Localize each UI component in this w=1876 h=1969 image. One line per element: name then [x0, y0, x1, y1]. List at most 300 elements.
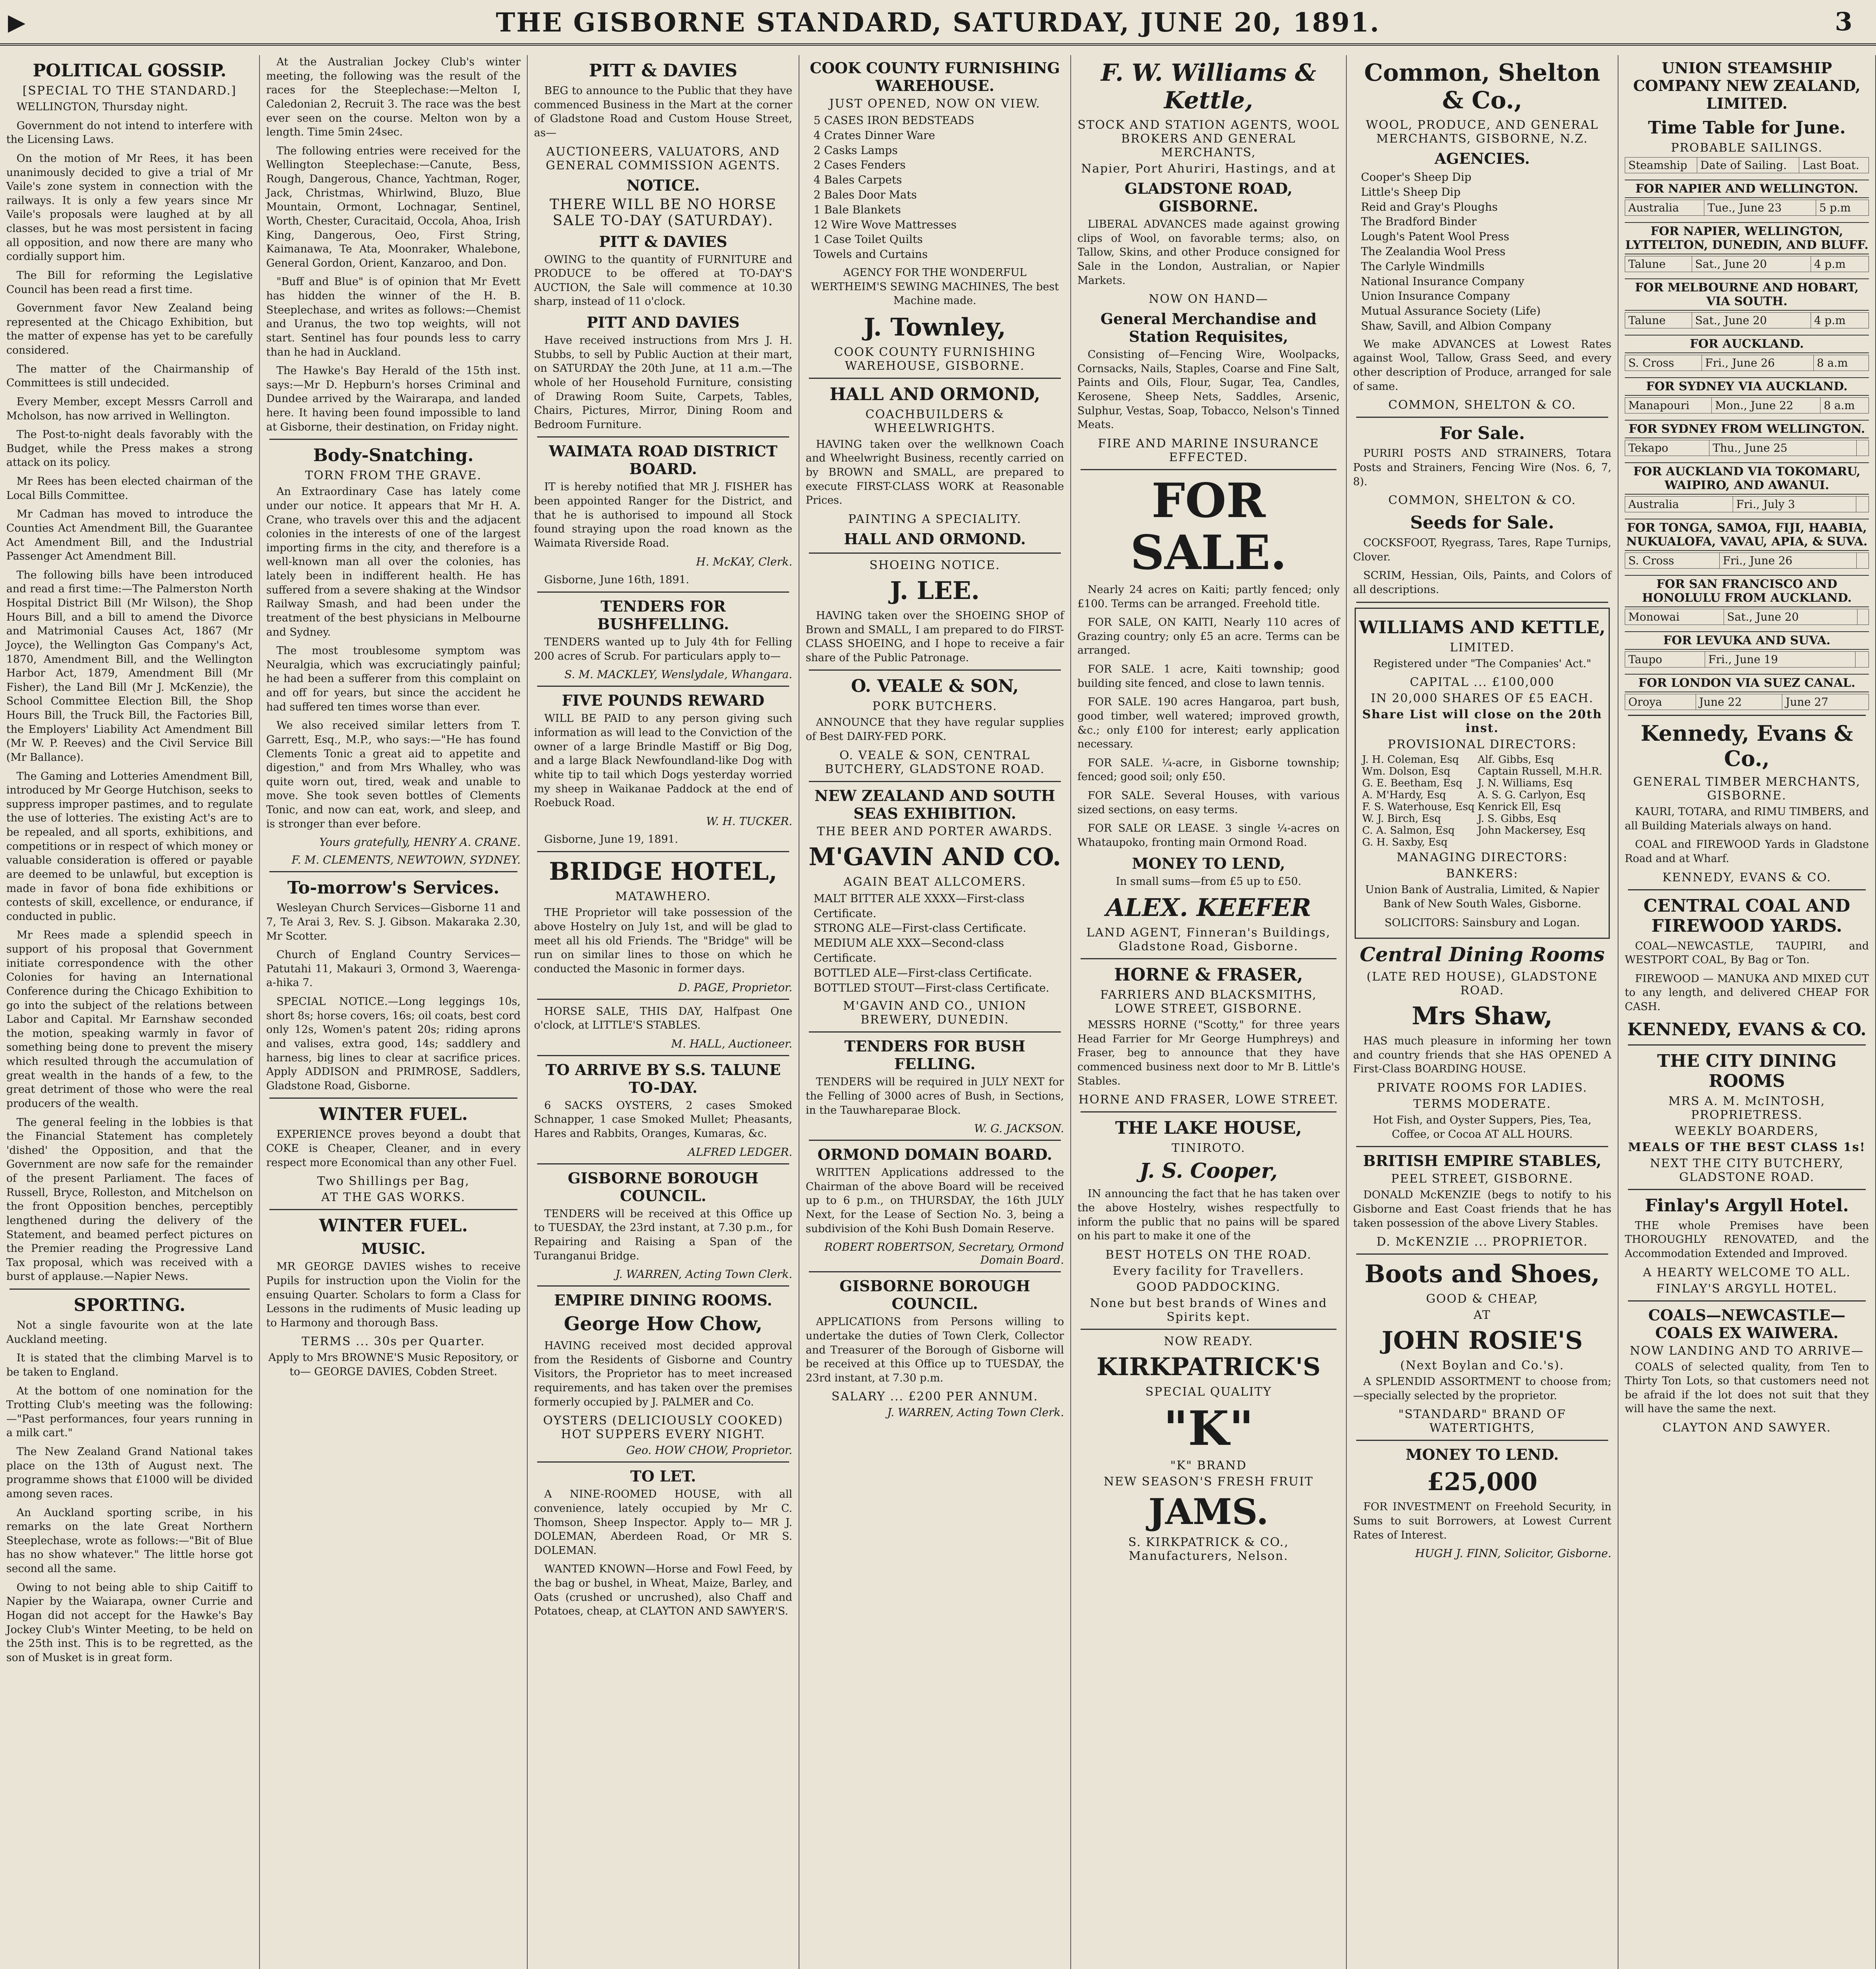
divider: [1628, 889, 1866, 890]
common-sub: WOOL, PRODUCE, AND GENERAL MERCHANTS, GISBORNE, N.Z.: [1366, 118, 1599, 146]
music-terms: TERMS ... 30s per Quarter.: [302, 1335, 485, 1349]
waimata-sig: H. McKAY, Clerk.: [696, 555, 792, 568]
column-6: [1347, 55, 1618, 1969]
now-ready: NOW READY.: [1164, 1334, 1253, 1348]
standard-brand: "STANDARD" BRAND OF WATERTIGHTS,: [1398, 1407, 1566, 1435]
city-butchery: NEXT THE CITY BUTCHERY, GLADSTONE ROAD.: [1650, 1156, 1844, 1184]
gossip-paras: [6, 119, 253, 1284]
paragraph: FOR SALE. 190 acres Hangaroa, part bush, good timber, well watered; improved growth, &c.; only £100 for interest; early application necessary.: [1077, 696, 1340, 751]
route-date: Sat., June 20: [1692, 256, 1811, 272]
paragraph: Mr Rees made a splendid speech in support of his proposal that Government initiate correspondence with the other Colonies for having an International Conference during the Chicago Exhibition to go into the subject of the relations between Labor and Capital. Mr Earnshaw seconded the motion, speaking warmly in favor of something being done to prevent the misery which resulted through the accumulation of great wealth in the hands of a few, to the great detriment of those who were the real producers of the wealth.: [6, 929, 253, 1110]
pitt-heading: PITT & DAVIES: [589, 61, 738, 81]
divider: [1356, 602, 1608, 603]
salary: SALARY ... £200 PER ANNUM.: [831, 1390, 1038, 1404]
paragraph: The general feeling in the lobbies is that the Financial Statement has completely 'dished' the Opposition, and that the Government are now safe for the remainder of the present Parliament. The faces of Russell, Bryce, Rolleston, and Mitchelson on the front Opposition benches, perceptibly lengthened during the delivery of the Statement, and beamed perfect pictures on the Premier reading the Progressive Land Tax proposal, which was received with a burst of applause.—Napier News.: [6, 1116, 253, 1283]
veale-heading: O. VEALE & SON,: [851, 676, 1019, 697]
col-lastboat: Last Boat.: [1799, 158, 1869, 173]
kirk-footer: S. KIRKPATRICK & CO., Manufacturers, Nelson.: [1128, 1535, 1289, 1563]
shaw-terms: TERMS MODERATE.: [1413, 1097, 1552, 1111]
mgavin-footer: M'GAVIN AND CO., UNION BREWERY, DUNEDIN.: [843, 999, 1027, 1027]
boots-heading: Boots and Shoes,: [1364, 1259, 1600, 1289]
paragraph: The Bill for reforming the Legislative Council has been read a first time.: [6, 269, 253, 296]
paragraph: Mr Rees has been elected chairman of the Local Bills Committee.: [6, 475, 253, 502]
empire-sig: Geo. HOW CHOW, Proprietor.: [626, 1444, 792, 1457]
lend-sig: HUGH J. FINN, Solicitor, Gisborne.: [1415, 1547, 1611, 1560]
council2-heading: GISBORNE BOROUGH COUNCIL.: [839, 1277, 1031, 1313]
route-boat: 8 a.m: [1820, 398, 1869, 413]
list-item: J. N. Williams, Esq: [1477, 777, 1573, 790]
probable-sailings: PROBABLE SAILINGS.: [1671, 141, 1823, 155]
route-boat: [1856, 652, 1869, 667]
list-item: STRONG ALE—First-class Certificate.: [814, 921, 1027, 935]
divider: [1628, 1300, 1866, 1302]
mgavin-list: [814, 891, 1056, 996]
agencies-heading: AGENCIES.: [1435, 150, 1530, 167]
common-sig: COMMON, SHELTON & CO.: [1388, 398, 1576, 412]
weekly-boarders: WEEKLY BOARDERS,: [1675, 1124, 1819, 1138]
paragraph: On the motion of Mr Rees, it has been unanimously decided to give a trial of Mr Vaile's zone system in connection with the railways. It is only a few years since Mr Vaile's proposals were laughed at by all classes, but he was most persistent in facing all opposition, and now there are many who cordially support him.: [6, 152, 253, 263]
central-dining: Central Dining Rooms: [1360, 943, 1605, 966]
kirk-brand: "K" BRAND: [1170, 1458, 1247, 1472]
seeds-text: COCKSFOOT, Ryegrass, Tares, Rape Turnips, Clover.: [1353, 537, 1611, 563]
services-paras: [266, 901, 521, 1093]
kennedy-logo: Kennedy, Evans & Co.,: [1641, 721, 1853, 771]
route-heading: FOR SYDNEY VIA AUCKLAND.: [1625, 377, 1869, 396]
divider: [537, 999, 789, 1000]
council2-sig: J. WARREN, Acting Town Clerk.: [887, 1406, 1064, 1419]
fuel-text: EXPERIENCE proves beyond a doubt that COKE is Cheaper, Cleaner, and in every respect more Economical than any other Fuel.: [266, 1128, 521, 1169]
furnishing-heading: COOK COUNTY FURNISHING WAREHOUSE.: [810, 59, 1060, 95]
divider: [9, 1289, 250, 1290]
divider: [1628, 715, 1866, 716]
kirk-season: NEW SEASON'S FRESH FRUIT: [1103, 1474, 1314, 1489]
wanted-text: WANTED KNOWN—Horse and Fowl Feed, by the bag or bushel, in Wheat, Maize, Barley, and Oats (crushed or uncrushed), also Chaff and Potatoes, cheap, at CLAYTON AND SAWYER'S.: [534, 1563, 792, 1618]
column-4: [799, 55, 1071, 1969]
route-ship: S. Cross: [1625, 355, 1702, 371]
divider: [1081, 1111, 1337, 1112]
list-item: A. S. G. Carlyon, Esq: [1477, 789, 1586, 801]
route-date: Sat., June 20: [1724, 609, 1857, 625]
paragraph: The Gaming and Lotteries Amendment Bill, introduced by Mr George Hutchison, seeks to suppress improper pastimes, and to regulate the use of lotteries. The existing Act's are to be repealed, and all sports, exhibitions, and competitions or in respect of which money or valuable consideration is offered or payable are deemed to be unlawful, but exception is made in favor of bona fide exhibitions or contests of skill, excellence, or endurance, if conducted in public.: [6, 770, 253, 923]
list-item: BOTTLED ALE—First-class Certificate.: [814, 966, 1032, 979]
veale-sub: PORK BUTCHERS.: [872, 699, 997, 714]
route-row: [1625, 694, 1869, 710]
paragraph: We also received similar letters from T. Garrett, Esq., M.P., who says:—"He has found Clements Tonic a great aid to appetite and digestion," and from Mrs Whalley, who was quite worn out, tired, weak and unable to move. She took seven bottles of Clements Tonic, and now can eat, work, and sleep, and is stronger than ever before.: [266, 719, 521, 830]
route-boat: 8 a.m: [1813, 355, 1869, 371]
paragraph: Not a single favourite won at the late Auckland meeting.: [6, 1319, 253, 1346]
now-on-hand: NOW ON HAND—: [1149, 292, 1268, 306]
shaw-private: PRIVATE ROOMS FOR LADIES.: [1377, 1081, 1588, 1095]
route-row: [1625, 256, 1869, 272]
common-shelton-logo: Common, Shelton & Co.,: [1364, 59, 1600, 114]
paragraph: It is stated that the climbing Marvel is to be taken to England.: [6, 1352, 253, 1378]
kennedy2: KENNEDY, EVANS & CO.: [1627, 1019, 1867, 1040]
tolet-heading: TO LET.: [630, 1467, 696, 1485]
route-date: Mon., June 22: [1712, 398, 1820, 413]
route-boat: 4 p.m: [1811, 256, 1869, 272]
route-ship: Australia: [1625, 200, 1704, 216]
list-item: 12 Wire Wove Mattresses: [814, 218, 957, 231]
divider: [537, 686, 789, 687]
route-row: [1625, 355, 1869, 371]
williams-kettle-limited-box: [1355, 608, 1610, 939]
sporting-paras: [6, 1318, 253, 1665]
horne-footer: HORNE AND FRASER, LOWE STREET.: [1078, 1093, 1339, 1107]
williams-kettle-logo: F. W. Williams & Kettle,: [1101, 59, 1316, 114]
fuel-price: Two Shillings per Bag,: [317, 1174, 470, 1188]
mgavin: M'GAVIN AND CO.: [808, 842, 1061, 871]
route-ship: Australia: [1625, 497, 1733, 512]
clayton: CLAYTON AND SAWYER.: [1662, 1421, 1832, 1435]
council-heading: GISBORNE BOROUGH COUNCIL.: [567, 1169, 759, 1205]
column-2: [260, 55, 528, 1969]
wk-shares: IN 20,000 SHARES OF £5 EACH.: [1371, 692, 1594, 706]
wk-heading: WILLIAMS AND KETTLE,: [1359, 617, 1605, 638]
paragraph: Government favor New Zealand being represented at the Chicago Exhibition, but the matter of expense has yet to be carefully considered.: [6, 302, 253, 356]
route-date: June 22: [1696, 694, 1782, 710]
talune-text: 6 SACKS OYSTERS, 2 cases Smoked Schnapper, 1 case Smoked Mullet; Pheasants, Hares and Rabbits, Oranges, Kumaras, &c.: [534, 1099, 792, 1140]
list-item: Shaw, Savill, and Albion Company: [1361, 319, 1552, 332]
list-item: Alf. Gibbs, Esq: [1477, 754, 1554, 766]
sailing-routes: [1625, 180, 1869, 710]
williams-towns: Napier, Port Ahuriri, Hastings, and at: [1081, 162, 1336, 176]
notice-heading: NOTICE.: [626, 176, 700, 194]
route-boat: [1857, 609, 1869, 625]
paragraph: "Buff and Blue" is of opinion that Mr Evett has hidden the winner of the H. B. Steeplechase, and writes as follows:—Chemist and Uranus, the two top weights, will not start. Sentinel has four pounds less to carry than he had in Auckland.: [266, 276, 521, 358]
route-ship: Talune: [1625, 256, 1692, 272]
wk-bankers: BANKERS:: [1446, 867, 1518, 881]
paragraph: At the bottom of one nomination for the Trotting Club's meeting was the following:—"Past performances, four years running in a milk cart.": [6, 1385, 253, 1439]
coal: COAL and FIREWOOD Yards in Gladstone Road and at Wharf.: [1625, 838, 1869, 865]
racing-paras: [266, 55, 521, 434]
furnishing-items: [814, 113, 1056, 262]
divider: [809, 669, 1061, 671]
paragraph: FOR SALE. Several Houses, with various sized sections, on easy terms.: [1077, 790, 1340, 816]
divider: [537, 851, 789, 852]
route-row: [1625, 553, 1869, 569]
sailings-header: [1625, 157, 1869, 173]
pitt-text: BEG to announce to the Public that they have commenced Business in the Mart at the corner of Gladstone Road and Custom House Street, as—: [534, 85, 792, 139]
ormond-text: WRITTEN Applications addressed to the Chairman of the above Board will be received up to 6 p.m., on THURSDAY, the 16th JULY Next, for the Lease of Section No. 3, being a subdivision of the Kohi Bush Domain Reserve.: [806, 1166, 1064, 1235]
paragraph: Church of England Country Services—Patutahi 11, Makauri 3, Ormond 3, Waerenga-a-hika 7.: [266, 949, 521, 989]
divider: [537, 1461, 789, 1463]
meals: MEALS OF THE BEST CLASS 1s!: [1628, 1140, 1866, 1154]
paragraph: Nearly 24 acres on Kaiti; partly fenced; only £100. Terms can be arranged. Freehold title.: [1077, 583, 1340, 610]
wk-capital: CAPITAL ... £100,000: [1410, 675, 1555, 690]
seeds-heading: Seeds for Sale.: [1410, 513, 1554, 533]
hall-footer: HALL AND ORMOND.: [844, 530, 1026, 548]
furnishing-sub: JUST OPENED, NOW ON VIEW.: [829, 97, 1041, 111]
tenders-text: TENDERS wanted up to July 4th for Felling 200 acres of Scrub. For particulars apply to—: [534, 636, 792, 662]
paragraph: FOR SALE. ¼-acre, in Gisborne township; fenced; good soil; only £50.: [1077, 756, 1340, 783]
bridge-sub: MATAWHERO.: [615, 890, 711, 904]
list-item: The Carlyle Windmills: [1361, 260, 1485, 273]
route-date: Fri., June 19: [1705, 652, 1856, 667]
hall-heading: HALL AND ORMOND,: [829, 384, 1040, 404]
music-apply: Apply to Mrs BROWNE'S Music Repository, or to— GEORGE DAVIES, Cobden Street.: [268, 1352, 519, 1378]
mcintosh: MRS A. M. McINTOSH, PROPRIETRESS.: [1668, 1094, 1826, 1122]
list-item: C. A. Salmon, Esq: [1362, 825, 1455, 837]
list-item: J. H. Coleman, Esq: [1362, 754, 1459, 766]
rosie: JOHN ROSIE'S: [1381, 1326, 1583, 1355]
rosie-sub: (Next Boylan and Co.'s).: [1400, 1359, 1565, 1373]
stock-text: Consisting of—Fencing Wire, Woolpacks, Cornsacks, Nails, Staples, Coarse and Fine Salt, Paints and Oils, Flour, Sugar, Tea, Candles, Kerosene, Sheep Nets, Saddles, Arsenic, Sulphur, Vestas, Soap, Tobacco, Nelson's Tinned Meats.: [1077, 349, 1340, 431]
route-heading: FOR NAPIER, WELLINGTON, LYTTELTON, DUNEDIN, AND BLUFF.: [1625, 222, 1869, 254]
for-sale-heading-2: For Sale.: [1439, 423, 1525, 444]
divider: [269, 1209, 517, 1210]
list-item: A. M'Hardy, Esq: [1362, 789, 1446, 801]
paragraph: An Auckland sporting scribe, in his remarks on the late Great Northern Steeplechase, wrote as follows:—"Bit of Blue has no show whatever." The little horse got second all the same.: [6, 1506, 253, 1575]
body-snatching-sub: TORN FROM THE GRAVE.: [305, 469, 482, 483]
list-item: 1 Bale Blankets: [814, 203, 901, 216]
list-item: G. H. Saxby, Esq: [1362, 836, 1448, 849]
scrim: SCRIM, Hessian, Oils, Paints, and Colors of all descriptions.: [1353, 569, 1611, 596]
kirk-jams: JAMS.: [1148, 1491, 1269, 1533]
directors-right: [1477, 754, 1602, 848]
fuel-where: AT THE GAS WORKS.: [321, 1190, 466, 1205]
finlay-sig: FINLAY'S ARGYLL HOTEL.: [1656, 1281, 1838, 1296]
body-snatching-heading: Body-Snatching.: [313, 445, 474, 466]
column-7: [1618, 55, 1876, 1969]
british-sig: D. McKENZIE ... PROPRIETOR.: [1376, 1235, 1588, 1249]
paragraph: An Extraordinary Case has lately come under our notice. It appears that Mr H. A. Crane, who travels over this and the adjacent colonies in the interests of one of the largest importing firms in the city, and therefore is a well-known man all over the colonies, has lately been in indifferent health. He has suffered from a severe shaking at the Windsor Railway Smash, and had been under the treatment of the best physicians in Melbourne and Sydney.: [266, 486, 521, 638]
shaw-meals: Hot Fish, and Oyster Suppers, Pies, Tea, Coffee, or Cocoa AT ALL HOURS.: [1373, 1114, 1592, 1140]
paragraph: FOR SALE OR LEASE. 3 single ¼-acres on Whataupoko, fronting main Ormond Road.: [1077, 822, 1340, 849]
empire-oysters: OYSTERS (DELICIOUSLY COOKED) HOT SUPPERS EVERY NIGHT.: [543, 1414, 783, 1442]
route-boat: [1857, 553, 1869, 569]
winter-fuel-heading: WINTER FUEL.: [319, 1104, 468, 1125]
wk-list-notice: Share List will close on the 20th inst.: [1362, 708, 1602, 736]
directors-left: [1362, 754, 1475, 848]
money-text: In small sums—from £5 up to £50.: [1116, 875, 1301, 888]
divider: [1628, 1044, 1866, 1046]
pitt-roles: AUCTIONEERS, VALUATORS, AND GENERAL COMMISSION AGENTS.: [545, 145, 781, 172]
empire-text: HAVING received most decided approval from the Residents of Gisborne and Country Visitors, the Proprietor has to meet increased requirements, and has taken over the premises formerly occupied by J. PALMER and Co.: [534, 1340, 792, 1408]
divider: [537, 436, 789, 438]
paragraph: Owing to not being able to ship Caitiff to Napier by the Waiarapa, owner Currie and Hogan did not accept for the Hawke's Bay Jockey Club's Winter Meeting, to be held on the 25th inst. This is to be regretted, as the son of Musket is in great form.: [6, 1581, 253, 1664]
route-heading: FOR NAPIER AND WELLINGTON.: [1625, 180, 1869, 198]
divider: [1356, 1440, 1608, 1441]
list-item: Kenrick Ell, Esq: [1477, 801, 1561, 813]
lee: J. LEE.: [890, 576, 980, 605]
sale-items: [1077, 583, 1340, 850]
veale-text: ANNOUNCE that they have regular supplies of Best DAIRY-FED PORK.: [806, 716, 1064, 743]
list-item: 5 CASES IRON BEDSTEADS: [814, 114, 975, 127]
divider: [537, 1285, 789, 1287]
kauri: KAURI, TOTARA, and RIMU TIMBERS, and all Building Materials always on hand.: [1625, 806, 1869, 832]
list-item: John Mackersey, Esq: [1477, 825, 1585, 837]
divider: [1628, 1189, 1866, 1190]
divider: [537, 591, 789, 593]
route-boat: 4 p.m: [1811, 313, 1869, 328]
route-date: Fri., July 3: [1733, 497, 1856, 512]
british-sub: PEEL STREET, GISBORNE.: [1391, 1172, 1574, 1186]
arrive: NOW LANDING AND TO ARRIVE—: [1629, 1344, 1864, 1358]
council-text: TENDERS will be received at this Office up to TUESDAY, the 23rd instant, at 7.30 p.m., for Repairing and Raising a Span of the Turanganui Bridge.: [534, 1207, 792, 1262]
list-item: 2 Cases Fenders: [814, 158, 906, 172]
route-boat: [1857, 440, 1869, 456]
williams-road: GLADSTONE ROAD, GISBORNE.: [1124, 180, 1293, 215]
route-row: [1625, 609, 1869, 625]
shoeing-heading: SHOEING NOTICE.: [869, 558, 1000, 572]
empire-heading: EMPIRE DINING ROOMS.: [554, 1291, 772, 1309]
paragraph: The Post-to-night deals favorably with the Budget, while the Press makes a strong attack on its policy.: [6, 428, 253, 469]
tenders-heading: TENDERS FOR BUSHFELLING.: [597, 597, 729, 633]
paragraph: FOR SALE, ON KAITI, Nearly 110 acres of Grazing country; only £5 an acre. Terms can be arranged.: [1077, 616, 1340, 657]
route-heading: FOR SAN FRANCISCO AND HONOLULU FROM AUCKLAND.: [1625, 575, 1869, 607]
route-heading: FOR SYDNEY FROM WELLINGTON.: [1625, 420, 1869, 438]
route-ship: Manapouri: [1625, 398, 1712, 413]
cooper: J. S. Cooper,: [1139, 1159, 1278, 1183]
bridge-hotel-heading: BRIDGE HOTEL,: [549, 857, 777, 886]
painting: PAINTING A SPECIALITY.: [848, 512, 1022, 526]
route-heading: FOR MELBOURNE AND HOBART, VIA SOUTH.: [1625, 278, 1869, 311]
divider: [269, 439, 517, 440]
central-sub: (LATE RED HOUSE), GLADSTONE ROAD.: [1366, 970, 1598, 998]
paragraph: The following entries were received for the Wellington Steeplechase:—Canute, Bess, Rough, Dangerous, Chance, Yachtman, Roger, Jack, Christmas, Whirlwind, Bluzo, Blue Mountain, Ormont, Lochnagar, Sentinel, Worth, Chester, Curacitaid, Occola, Ahoa, Irish King, Dangerous, Oeo, First String, Kaimanawa, Te Ata, Moonraker, Whalebone, General Gordon, Orient, Kanzaroo, and Don.: [266, 145, 521, 269]
divider: [1356, 1146, 1608, 1147]
exhibition-sub: THE BEER AND PORTER AWARDS.: [817, 824, 1053, 838]
cooper-text: IN announcing the fact that he has taken over the above Hostelry, wishes respectfully to inform the public that no pains will be spared on his part to make it one of the: [1077, 1188, 1340, 1242]
cooper-best: BEST HOTELS ON THE ROAD.: [1105, 1248, 1312, 1262]
column-1: [0, 55, 260, 1969]
stock-heading: General Merchandise and Station Requisites,: [1100, 310, 1317, 346]
keefer-sub: LAND AGENT, Finneran's Buildings, Gladstone Road, Gisborne.: [1086, 926, 1331, 954]
lake-sub: TINIROTO.: [1172, 1141, 1246, 1155]
lend-text: FOR INVESTMENT on Freehold Security, in Sums to suit Borrowers, at Lowest Current Rates of Interest.: [1353, 1501, 1611, 1541]
special-tag: [SPECIAL TO THE STANDARD.]: [22, 84, 237, 98]
route-row: [1625, 651, 1869, 667]
tolet-text: A NINE-ROOMED HOUSE, with all convenience, lately occupied by Mr C. Thomson, Sheep Inspector. Apply to— MR J. DOLEMAN, Aberdeen Road, Or MR S. DOLEMAN.: [534, 1488, 792, 1557]
talune-sig: ALFRED LEDGER.: [688, 1145, 792, 1159]
divider: [809, 1140, 1061, 1141]
williams-text: LIBERAL ADVANCES made against growing clips of Wool, on favorable terms; also, on Tallow, Skins, and other Produce consigned for Sale in the London, Australian, or Napier Markets.: [1077, 218, 1340, 287]
list-item: Reid and Gray's Ploughs: [1361, 200, 1498, 213]
coal-text: COAL—NEWCASTLE, TAUPIRI, and WESTPORT COAL, By Bag or Ton.: [1625, 940, 1869, 966]
paragraph: Wesleyan Church Services—Gisborne 11 and 7, Te Arai 3, Rev. S. J. Gibson. Makaraka 2.30, Mr Scotter.: [266, 902, 521, 942]
column-5: [1071, 55, 1347, 1969]
townley-sub: COOK COUNTY FURNISHING WAREHOUSE, GISBORNE.: [834, 345, 1036, 373]
services-heading: To-morrow's Services.: [287, 878, 500, 898]
waimata-text: IT is hereby notified that MR J. FISHER has been appointed Ranger for the District, and that he is authorised to impound all Stock found straying upon the road known as the Waimata Riverside Road.: [534, 481, 792, 549]
union-heading: UNION STEAMSHIP COMPANY NEW ZEALAND, LIMITED.: [1633, 59, 1861, 112]
divider: [809, 781, 1061, 782]
hall-sub: COACHBUILDERS & WHEELWRIGHTS.: [865, 407, 1005, 435]
masthead: [0, 0, 1876, 46]
route-boat: [1856, 497, 1869, 512]
kennedy-sig: KENNEDY, EVANS & CO.: [1662, 870, 1832, 884]
route-heading: FOR LEVUKA AND SUVA.: [1625, 631, 1869, 650]
reward-text: WILL BE PAID to any person giving such information as will lead to the Conviction of the owner of a large Brindle Mastiff or Big Dog, and a large Black Newfoundland-like Dog with white tip to tail which Dogs yesterday worried my sheep in Waikanae Paddock at the end of Roebuck Road.: [534, 712, 792, 809]
route-heading: FOR TONGA, SAMOA, FIJI, HAABIA, NUKUALOFA, VAVAU, APIA, & SUVA.: [1625, 519, 1869, 551]
ormond-heading: ORMOND DOMAIN BOARD.: [818, 1146, 1052, 1164]
list-item: W. J. Birch, Esq: [1362, 813, 1441, 825]
keefer: ALEX. KEEFER: [1106, 893, 1311, 922]
route-ship: Tekapo: [1625, 440, 1709, 456]
paragraph: Every Member, except Messrs Carroll and Mcholson, has now arrived in Wellington.: [6, 395, 253, 422]
route-boat: 5 p.m: [1816, 200, 1869, 216]
column-3: [528, 55, 799, 1969]
route-ship: S. Cross: [1625, 553, 1720, 569]
bush-text: TENDERS will be required in JULY NEXT for the Felling of 3000 acres of Bush, in Sections, in the Tauwhareparae Block.: [806, 1076, 1064, 1116]
talune-heading: TO ARRIVE BY S.S. TALUNE TO-DAY.: [545, 1061, 781, 1096]
route-boat: June 27: [1782, 694, 1869, 710]
kirk-k: "K": [1163, 1400, 1254, 1456]
british-text: DONALD McKENZIE (begs to notify to his Gisborne and East Coast friends that he has taken possession of the above Livery Stables.: [1353, 1189, 1611, 1229]
paragraph: The following bills have been introduced and read a first time:—The Palmerston North Hospital District Bill (Mr Wilson), the Shop Hours Bill, and a bill to amend the Divorce and Matrimonial Causes Act, 1867 (Mr Joyce), the Wellington Gas Company's Act, 1870, Amendment Bill, and the Wellington Harbor Act, 1879, Amendment Bill (Mr Fisher), the Land Bill (Mr J. McKenzie), the School Committee Election Bill, the Shop Hours Bill, the Truck Bill, the Factories Bill, the Employers' Liability Act Amendment Bill (Mr W. P. Reeves) and the Civil Service Bill (Mr Ballance).: [6, 569, 253, 764]
paragraph: The Hawke's Bay Herald of the 15th inst. says:—Mr D. Hepburn's horses Criminal and Dundee arrived by the Wairarapa, and landed here. It having been found impossible to land at Gisborne, their destination, on Friday night.: [266, 365, 521, 433]
list-item: 4 Bales Carpets: [814, 173, 902, 187]
veale-footer: O. VEALE & SON, CENTRAL BUTCHERY, GLADSTONE ROAD.: [825, 748, 1045, 776]
tenders-sig: S. M. MACKLEY, Wenslydale, Whangara.: [564, 668, 792, 681]
list-item: 2 Bales Door Mats: [814, 188, 917, 201]
paragraph: Mr Cadman has moved to introduce the Counties Act Amendment Bill, the Guarantee Act Amendment Bill, and the Industrial Passenger Act Amendment Bill.: [6, 508, 253, 563]
rosie-text: A SPLENDID ASSORTMENT to choose from;—specially selected by the proprietor.: [1353, 1376, 1611, 1402]
divider: [537, 1163, 789, 1164]
council2-text: APPLICATIONS from Persons willing to undertake the duties of Town Clerk, Collector and Treasurer of the Borough of Gisborne will be received at this Office up to TUESDAY, the 23rd instant, at 7.30 p.m.: [806, 1316, 1064, 1384]
paragraph: FOR SALE. 1 acre, Kaiti township; good building site fenced, and close to lawn tennis.: [1077, 663, 1340, 690]
boots-sub: GOOD & CHEAP,: [1426, 1292, 1539, 1306]
route-row: [1625, 312, 1869, 328]
agency: AGENCY FOR THE WONDERFUL WERTHEIM'S SEWING MACHINES, The best Machine made.: [811, 266, 1059, 307]
cooper-paddock: GOOD PADDOCKING.: [1136, 1280, 1281, 1294]
empire-name: George How Chow,: [564, 1313, 763, 1335]
insurance: FIRE AND MARINE INSURANCE EFFECTED.: [1098, 436, 1319, 464]
reward-sig: W. H. TUCKER.: [706, 814, 792, 828]
exhibition-heading: NEW ZEALAND AND SOUTH SEAS EXHIBITION.: [814, 786, 1055, 822]
music-text: MR GEORGE DAVIES wishes to receive Pupils for instruction upon the Violin for the ensuing Quarter. Scholars to form a Class for Lessons in the rudiments of Music leading up to Harmony and thorough Bass.: [266, 1261, 521, 1329]
timetable-heading: Time Table for June.: [1648, 118, 1846, 138]
williams-sub: STOCK AND STATION AGENTS, WOOL BROKERS AND GENERAL MERCHANTS,: [1077, 118, 1340, 159]
route-row: [1625, 440, 1869, 456]
for-sale-heading: FOR SALE.: [1130, 473, 1287, 580]
list-item: F. S. Waterhouse, Esq: [1362, 801, 1475, 813]
list-item: 4 Crates Dinner Ware: [814, 128, 935, 142]
route-ship: Monowai: [1625, 609, 1724, 625]
divider: [1356, 1253, 1608, 1255]
list-item: Little's Sheep Dip: [1361, 185, 1461, 198]
crane-signature: Yours gratefully, HENRY A. CRANE.: [319, 836, 521, 849]
puriri: PURIRI POSTS AND STRAINERS, Totara Posts and Strainers, Fencing Wire (Nos. 6, 7, 8).: [1353, 447, 1611, 488]
pitt-instructions: Have received instructions from Mrs J. H. Stubbs, to sell by Public Auction at their mart, on SATURDAY the 20th June, at 11 a.m.—The whole of her Household Furniture, consisting of Drawing Room Suite, Carpets, Tables, Chairs, Pictures, Mirror, Dining Room and Bedroom Furniture.: [534, 334, 792, 431]
clements-signature: F. M. CLEMENTS, NEWTOWN, SYDNEY.: [291, 853, 521, 867]
kirk-sub: SPECIAL QUALITY: [1145, 1385, 1272, 1399]
arrive-text: COALS of selected quality, from Ten to Thirty Ton Lots, so that customers need not be afraid if the lot does not suit that they will have the same the next.: [1625, 1361, 1869, 1415]
bush-heading: TENDERS FOR BUSH FELLING.: [844, 1037, 1025, 1073]
pitt-heading-2: PITT & DAVIES: [599, 232, 727, 250]
col-date: Date of Sailing.: [1697, 158, 1799, 173]
route-ship: Oroya: [1625, 694, 1696, 710]
list-item: MEDIUM ALE XXX—Second-class Certificate.: [814, 936, 1004, 964]
horne-text: MESSRS HORNE ("Scotty," for three years Head Farrier for Mr George Humphreys) and Fraser, beg to announce that they have commenced business next door to Mr B. Little's Stables.: [1077, 1019, 1340, 1087]
central-coal: CENTRAL COAL AND FIREWOOD YARDS.: [1643, 896, 1850, 936]
pitt-heading-3: PITT AND DAVIES: [586, 313, 740, 331]
wk-sub: LIMITED.: [1450, 640, 1515, 654]
townley: J. Townley,: [864, 312, 1006, 341]
newspaper-title: THE GISBORNE STANDARD, SATURDAY, JUNE 20, 1891.: [496, 7, 1380, 38]
bridge-sig: D. PAGE, Proprietor.: [678, 981, 792, 994]
list-item: The Zealandia Wool Press: [1361, 245, 1506, 258]
common-text: We make ADVANCES at Lowest Rates against Wool, Tallow, Grass Seed, and every other description of Produce, arranged for sale of same.: [1353, 338, 1611, 393]
mgavin-sub: AGAIN BEAT ALLCOMERS.: [843, 875, 1026, 889]
sporting-heading: SPORTING.: [74, 1295, 185, 1315]
col-steamship: Steamship: [1625, 158, 1697, 173]
mrs-shaw: Mrs Shaw,: [1412, 1001, 1553, 1031]
wk-bank: Union Bank of Australia, Limited, & Napier Bank of New South Wales, Gisborne.: [1365, 884, 1600, 910]
list-item: J. S. Gibbs, Esq: [1477, 813, 1557, 825]
paragraph: SPECIAL NOTICE.—Long leggings 10s, short 8s; horse covers, 16s; oil coats, best cord only 12s, Women's patent 20s; riding aprons and valises, extra good, 14s; saddlery and harness, big lines to clear at sacrifice prices. Apply ADDISON and PRIMROSE, Saddlers, Gladstone Road, Gisborne.: [266, 996, 521, 1092]
no-horse-sale: THERE WILL BE NO HORSE SALE TO-DAY (SATURDAY).: [549, 196, 777, 229]
